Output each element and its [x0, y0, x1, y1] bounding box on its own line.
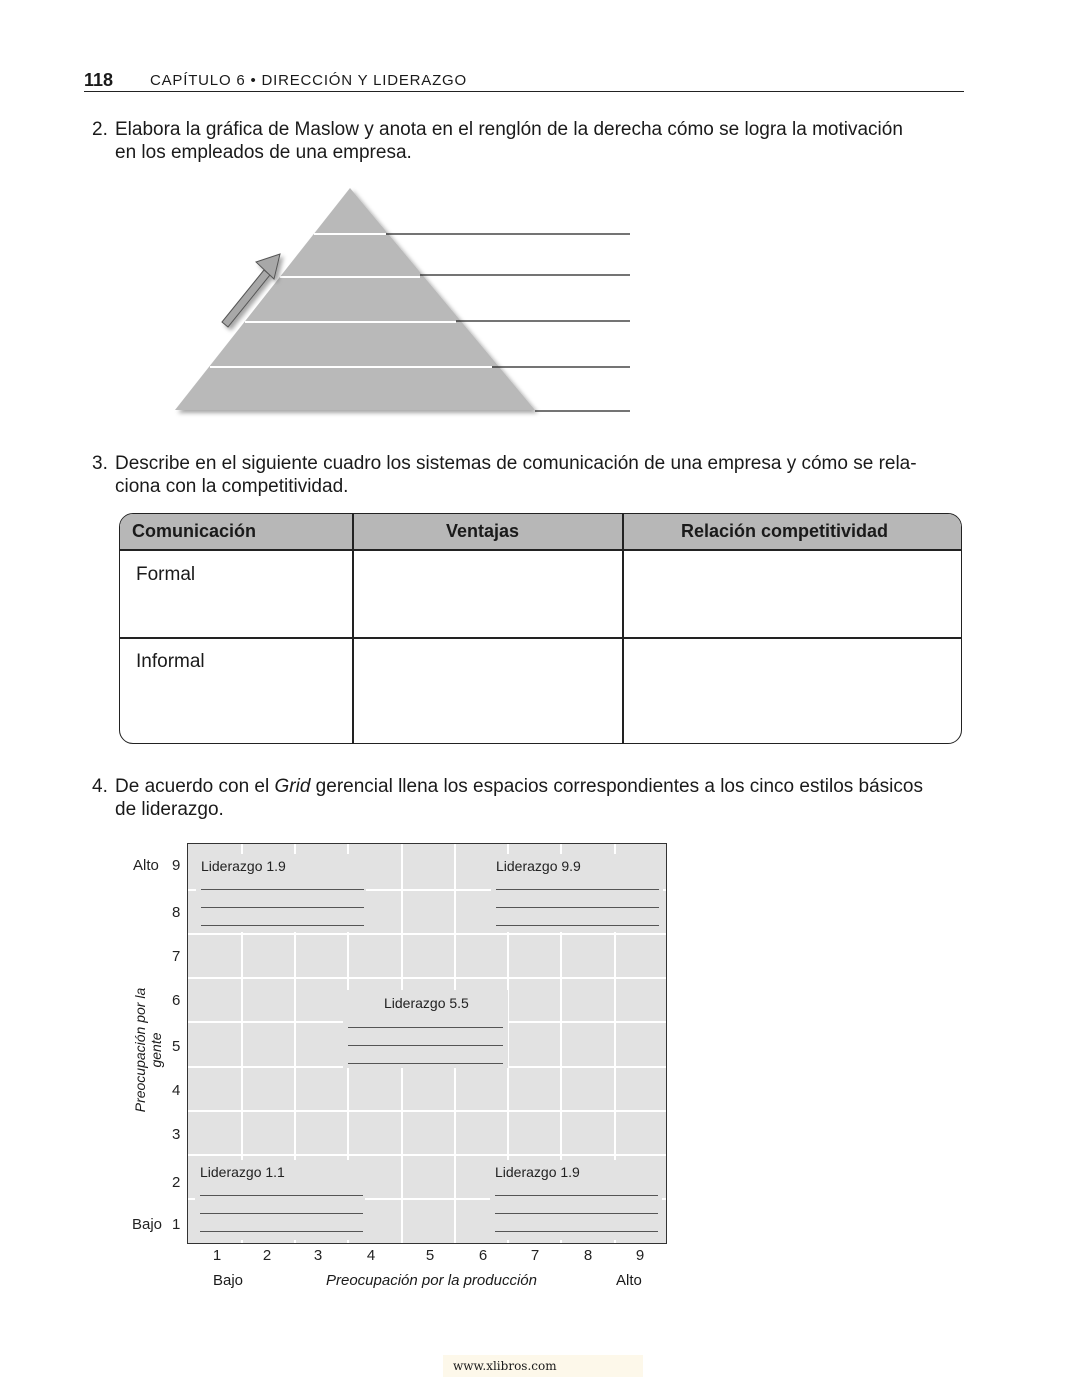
grid-line [188, 977, 666, 979]
x-tick-label: 9 [635, 1247, 645, 1264]
table-header-relacion: Relación competitividad [681, 521, 889, 541]
y-tick-label: 7 [172, 948, 181, 965]
style-label-top-left: Liderazgo 1.9 [201, 858, 286, 874]
x-axis-title: Preocupación por la producción [326, 1272, 537, 1289]
x-tick-label: 4 [366, 1247, 376, 1264]
answer-line[interactable] [200, 1195, 363, 1196]
answer-line[interactable] [201, 925, 364, 926]
y-tick-label: 6 [172, 992, 181, 1009]
page-number: 118 [84, 70, 114, 90]
x-tick-label: 3 [313, 1247, 323, 1264]
answer-line[interactable] [348, 1063, 503, 1064]
question-text-line2: ciona con la competitividad. [115, 476, 349, 497]
communication-table [119, 513, 962, 744]
maslow-pyramid [160, 180, 640, 425]
question-number: 4. [92, 776, 108, 797]
header-rule [84, 91, 964, 92]
x-tick-label: 5 [425, 1247, 435, 1264]
x-tick-label: 1 [212, 1247, 222, 1264]
x-axis-low-label: Bajo [213, 1272, 244, 1289]
question-2 [92, 118, 967, 164]
question-number: 3. [92, 453, 108, 474]
pyramid-shape [175, 188, 535, 410]
style-label-bottom-right: Liderazgo 1.9 [495, 1164, 580, 1180]
y-tick-label: 2 [172, 1174, 181, 1191]
y-tick-label: 1 [172, 1216, 181, 1233]
answer-line[interactable] [495, 1213, 658, 1214]
answer-line[interactable] [200, 1213, 363, 1214]
footer-url-link[interactable]: www.xlibros.com [443, 1355, 643, 1377]
question-number: 2. [92, 119, 108, 140]
y-axis-high-label: Alto [133, 857, 159, 874]
x-tick-label: 8 [583, 1247, 593, 1264]
cell-formal-ventajas[interactable] [354, 551, 622, 637]
answer-line[interactable] [496, 925, 659, 926]
question-text-line1: Elabora la gráfica de Maslow y anota en el renglón de la derecha cómo se logra la motivación [115, 119, 903, 140]
table-header-comunicacion: Comunicación [132, 521, 257, 541]
answer-line[interactable] [348, 1027, 503, 1028]
grid-line [188, 1154, 666, 1156]
cell-informal-ventajas[interactable] [354, 639, 622, 743]
x-tick-label: 7 [530, 1247, 540, 1264]
answer-line[interactable] [201, 907, 364, 908]
style-label-center: Liderazgo 5.5 [384, 995, 469, 1011]
y-axis-title: Preocupación por la gente [132, 987, 164, 1113]
cell-formal-relacion[interactable] [624, 551, 961, 637]
x-axis-high-label: Alto [616, 1272, 642, 1289]
question-3 [92, 452, 967, 498]
answer-line[interactable] [495, 1195, 658, 1196]
grid-line [188, 933, 666, 935]
grid-line [188, 1110, 666, 1112]
question-text-line1: Describe en el siguiente cuadro los sistemas de comunicación de una empresa y cómo se rela- [115, 453, 917, 474]
table-header-ventajas: Ventajas [446, 521, 520, 541]
question-text-line1: De acuerdo con el Grid gerencial llena los espacios correspondientes a los cinco estilos básicos [115, 776, 923, 797]
y-tick-label: 3 [172, 1126, 181, 1143]
question-text-line2: de liderazgo. [115, 799, 224, 820]
y-axis-low-label: Bajo [132, 1216, 163, 1233]
y-tick-label: 4 [172, 1082, 181, 1099]
answer-line[interactable] [200, 1231, 363, 1232]
x-tick-label: 6 [478, 1247, 488, 1264]
chapter-title: CAPÍTULO 6 • DIRECCIÓN Y LIDERAZGO [150, 72, 467, 89]
answer-line[interactable] [201, 889, 364, 890]
answer-line[interactable] [495, 1231, 658, 1232]
question-4 [92, 775, 967, 821]
answer-line[interactable] [496, 889, 659, 890]
y-tick-label: 5 [172, 1038, 181, 1055]
answer-line[interactable] [496, 907, 659, 908]
style-label-top-right: Liderazgo 9.9 [496, 858, 581, 874]
y-tick-label: 9 [172, 857, 181, 874]
question-text-line2: en los empleados de una empresa. [115, 142, 412, 163]
answer-line[interactable] [348, 1045, 503, 1046]
x-tick-label: 2 [262, 1247, 272, 1264]
managerial-grid [187, 843, 667, 1244]
row-label-formal: Formal [136, 564, 196, 585]
row-label-informal: Informal [136, 651, 205, 672]
cell-informal-relacion[interactable] [624, 639, 961, 743]
style-label-bottom-left: Liderazgo 1.1 [200, 1164, 285, 1180]
y-tick-label: 8 [172, 904, 181, 921]
